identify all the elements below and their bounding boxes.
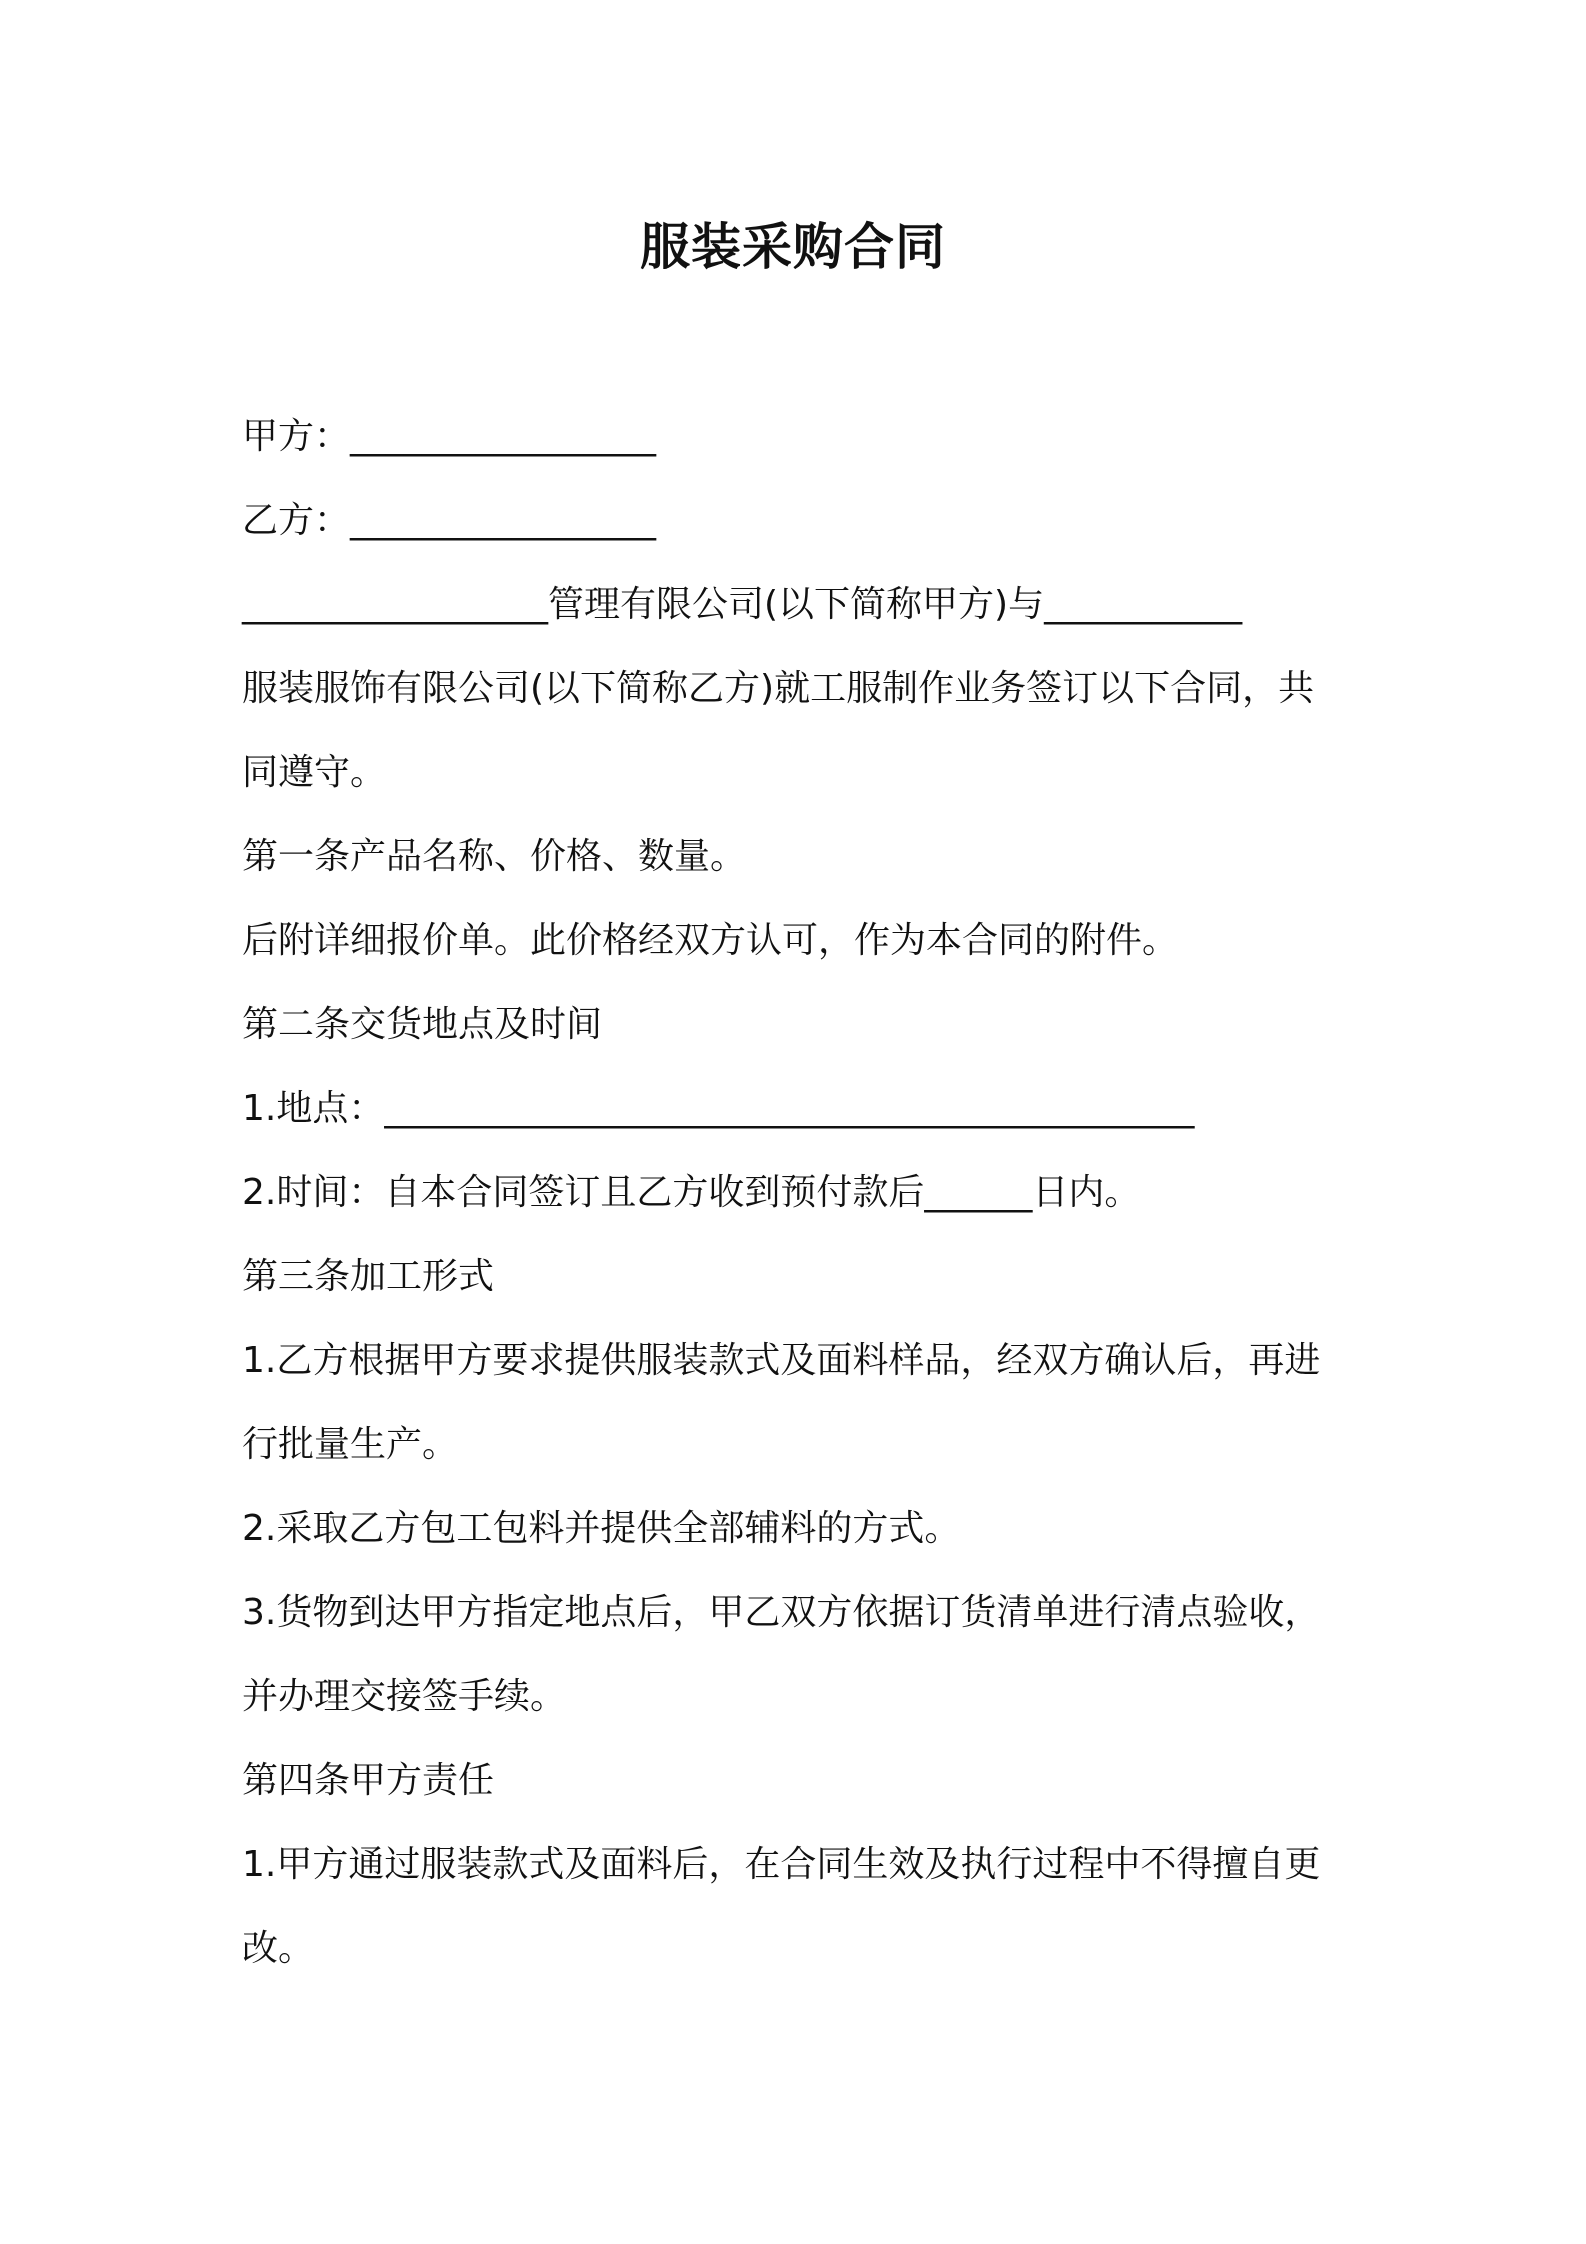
- article-4-item-1-line-1: 1.甲方通过服装款式及面料后，在合同生效及执行过程中不得擅自更: [242, 1844, 1321, 1885]
- article-2-heading: 第二条交货地点及时间: [242, 1004, 603, 1045]
- party-b-line: 乙方：_________________: [242, 500, 657, 541]
- page-title: 服装采购合同: [640, 218, 946, 276]
- article-1-heading: 第一条产品名称、价格、数量。: [242, 836, 747, 877]
- intro-line-3: 同遵守。: [242, 752, 387, 793]
- article-3-item-1-line-1: 1.乙方根据甲方要求提供服装款式及面料样品，经双方确认后，再进: [242, 1340, 1321, 1381]
- intro-line-1: _________________管理有限公司(以下简称甲方)与___________: [242, 584, 1243, 625]
- article-3-item-2: 2.采取乙方包工包料并提供全部辅料的方式。: [242, 1508, 961, 1549]
- article-2-item-2: 2.时间：自本合同签订且乙方收到预付款后______日内。: [242, 1172, 1141, 1213]
- article-3-item-3-line-2: 并办理交接签手续。: [242, 1676, 567, 1717]
- article-2-item-1: 1.地点：_____________________________________________: [242, 1088, 1195, 1129]
- intro-line-2: 服装服饰有限公司(以下简称乙方)就工服制作业务签订以下合同，共: [242, 668, 1315, 709]
- article-4-heading: 第四条甲方责任: [242, 1760, 495, 1801]
- article-1-text: 后附详细报价单。此价格经双方认可，作为本合同的附件。: [242, 920, 1179, 961]
- article-3-item-1-line-2: 行批量生产。: [242, 1424, 459, 1465]
- article-3-item-3-line-1: 3.货物到达甲方指定地点后，甲乙双方依据订货清单进行清点验收，: [242, 1592, 1321, 1633]
- article-4-item-1-line-2: 改。: [242, 1928, 315, 1969]
- article-3-heading: 第三条加工形式: [242, 1256, 495, 1297]
- party-a-line: 甲方：_________________: [242, 416, 657, 457]
